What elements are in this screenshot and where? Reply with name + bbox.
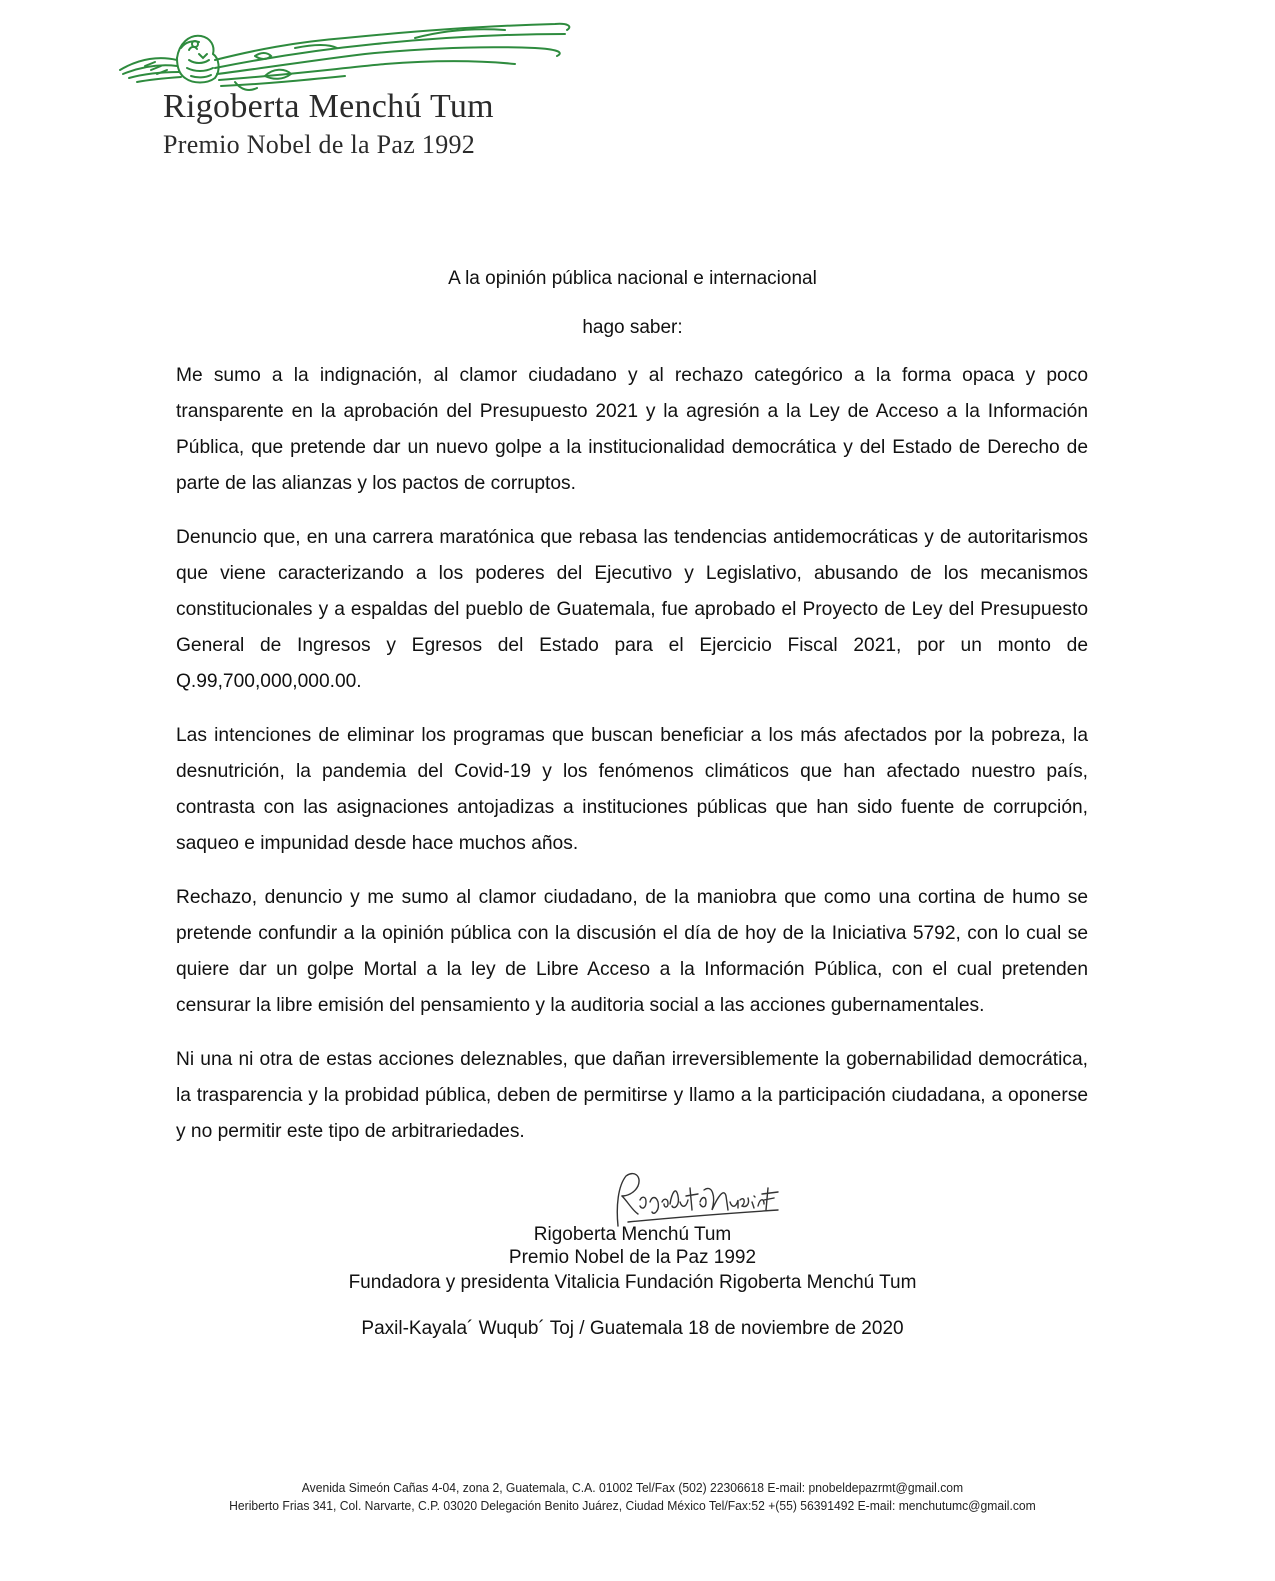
letterhead-subtitle: Premio Nobel de la Paz 1992 [163, 130, 476, 159]
place-and-date: Paxil-Kayala´ Wuqub´ Toj / Guatemala 18 de noviembre de 2020 [361, 1318, 904, 1339]
paragraph-1: Me sumo a la indignación, al clamor ciudadano y al rechazo categórico a la forma opaca y poco transparente en la aprobación del Presupuesto 2021 y la agresión a la Ley de Acceso a la Información Pública, que pretende dar un nuevo golpe a la institucionalidad democrática y del Estado de Derecho de parte de las alianzas y los pactos de corruptos. [176, 365, 1088, 494]
signer-name: Rigoberta Menchú Tum [533, 1224, 732, 1245]
letterhead-name: Rigoberta Menchú Tum [163, 88, 494, 125]
signer-title: Premio Nobel de la Paz 1992 [508, 1247, 757, 1268]
salutation-line-2: hago saber: [582, 317, 683, 338]
footer-address-mexico: Heriberto Frias 341, Col. Narvarte, C.P. 03020 Delegación Benito Juárez, Ciudad México Tel/Fax:52 +(55) 56391492 E-mail: menchutumc@gmail.com [229, 1498, 1036, 1513]
quetzal-bird-logo-icon [115, 18, 585, 98]
signer-role: Fundadora y presidenta Vitalicia Fundación Rigoberta Menchú Tum [348, 1272, 917, 1293]
letter-body [176, 358, 1088, 1168]
footer-address-guatemala: Avenida Simeón Cañas 4-04, zona 2, Guatemala, C.A. 01002 Tel/Fax (502) 22306618 E-mail: pnobeldepazrmt@gmail.com [301, 1480, 964, 1495]
paragraph-2: Denuncio que, en una carrera maratónica que rebasa las tendencias antidemocráticas y de autoritarismos que viene caracterizando a los poderes del Ejecutivo y Legislativo, abusando de los mecanismos constitucionales y a espaldas del pueblo de Guatemala, fue aprobado el Proyecto de Ley del Presupuesto General de Ingresos y Egresos del Estado para el Ejercicio Fiscal 2021, por un monto de Q.99,700,000,000.00. [176, 527, 1088, 692]
paragraph-3: Las intenciones de eliminar los programas que buscan beneficiar a los más afectados por la pobreza, la desnutrición, la pandemia del Covid-19 y los fenómenos climáticos que han afectado nuestro país, contrasta con las asignaciones antojadizas a instituciones públicas que han sido fuente de corrupción, saqueo e impunidad desde hace muchos años. [176, 725, 1088, 854]
paragraph-4: Rechazo, denuncio y me sumo al clamor ciudadano, de la maniobra que como una cortina de humo se pretende confundir a la opinión pública con la discusión el día de hoy de la Iniciativa 5792, con lo cual se quiere dar un golpe Mortal a la ley de Libre Acceso a la Información Pública, con el cual pretenden censurar la libre emisión del pensamiento y la auditoria social a las acciones gubernamentales. [176, 887, 1088, 1016]
salutation-line-1: A la opinión pública nacional e internacional [448, 268, 817, 289]
paragraph-5: Ni una ni otra de estas acciones deleznables, que dañan irreversiblemente la gobernabilidad democrática, la trasparencia y la probidad pública, deben de permitirse y llamo a la participación ciudadana, a oponerse y no permitir este tipo de arbitrariedades. [176, 1049, 1088, 1142]
letterhead [115, 18, 585, 178]
